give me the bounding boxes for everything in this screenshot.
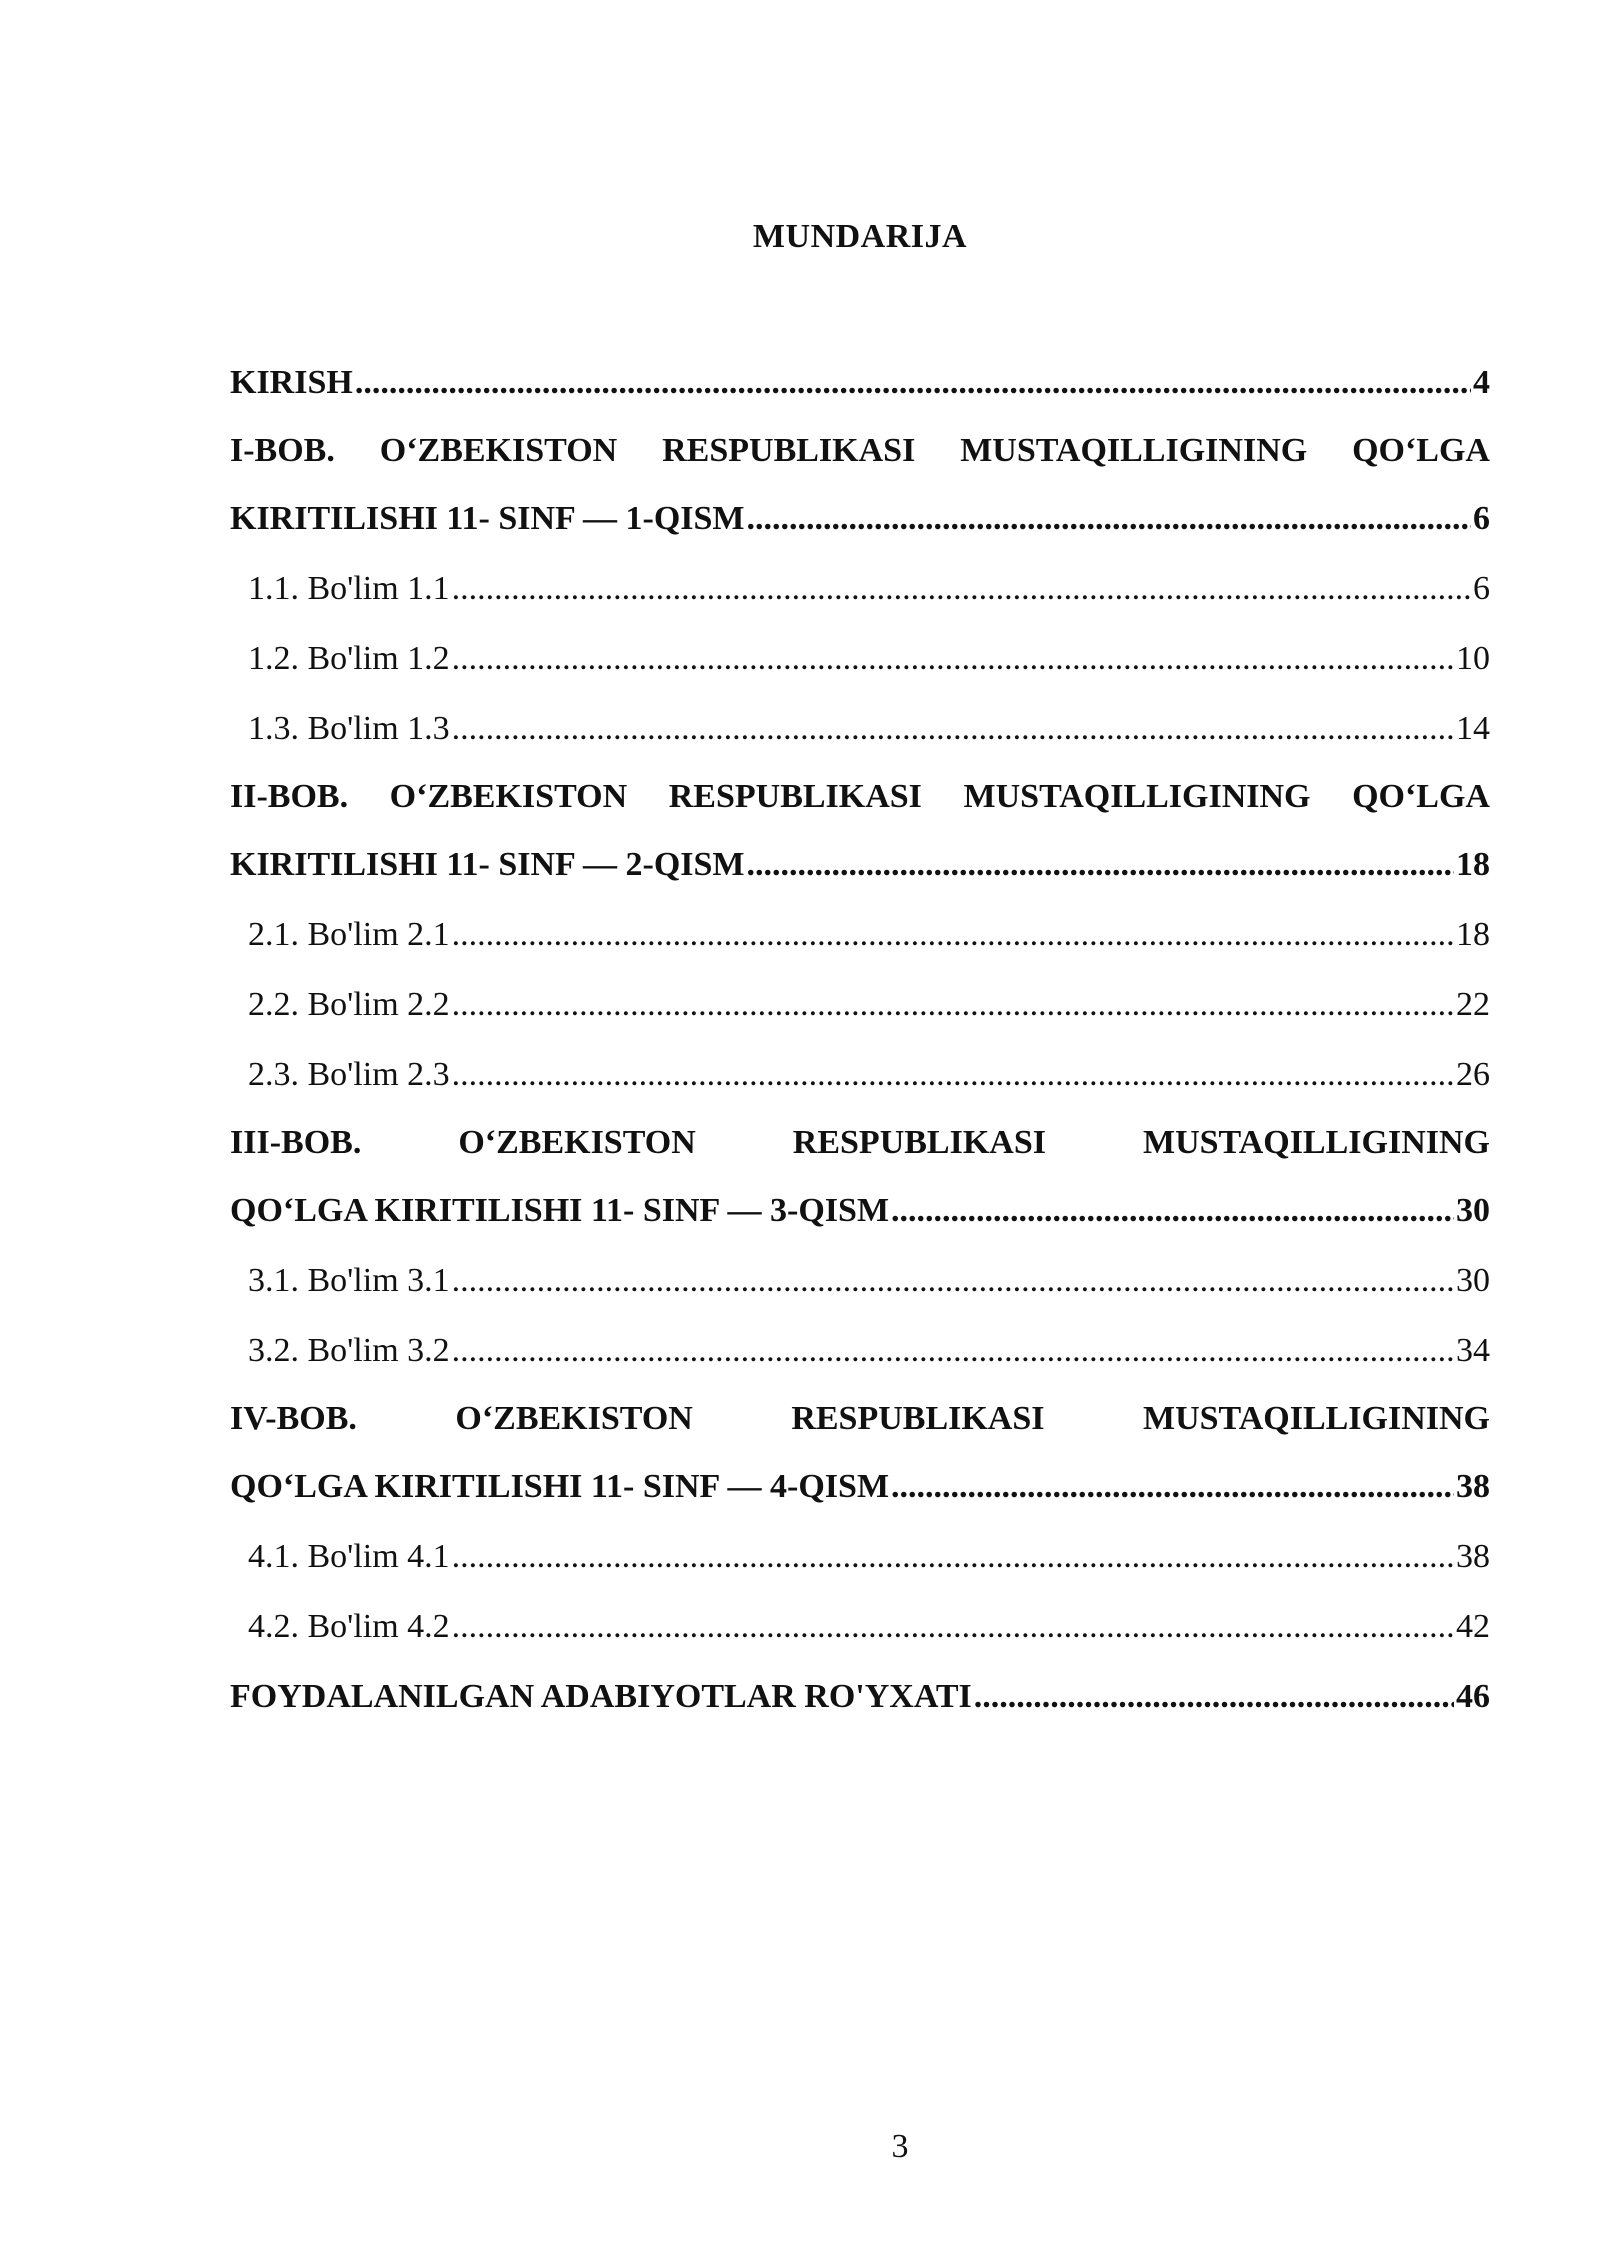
toc-entry-references[interactable] [230,1662,1490,1732]
toc-entry-label: 3.1. Bo'lim 3.1 [248,1262,450,1299]
toc-entry-chapter-2[interactable] [230,830,1490,900]
dot-leader [452,1522,1454,1592]
dot-leader [747,830,1454,900]
toc-entry-section-2-3[interactable] [230,1040,1490,1110]
toc-entry-chapter-3[interactable] [230,1176,1490,1246]
dot-leader [355,348,1471,418]
toc-chapter-title-line2: QO‘LGA KIRITILISHI 11- SINF — 4-QISM [230,1468,890,1505]
toc-chapter-title-line2: KIRITILISHI 11- SINF — 1-QISM [230,500,745,537]
heading-word: MUSTAQILLIGINING [1142,1124,1490,1161]
toc-page-number: 18 [1456,846,1490,883]
dot-leader [452,1316,1454,1386]
toc-chapter-3-heading[interactable] [230,1110,1490,1176]
toc-chapter-2-heading[interactable] [230,764,1490,830]
toc-chapter-title-line1: I-BOB. O‘ZBEKISTON RESPUBLIKASI MUSTAQILLIGINING QO‘LGA [230,432,1490,469]
heading-word: RESPUBLIKASI [792,1124,1046,1161]
toc-entry-section-2-1[interactable] [230,900,1490,970]
toc-entry-label: 1.3. Bo'lim 1.3 [248,710,450,747]
toc-entry-label: FOYDALANILGAN ADABIYOTLAR RO'YXATI [230,1678,972,1715]
toc-page-number: 34 [1456,1332,1490,1369]
toc-entry-label: 1.2. Bo'lim 1.2 [248,640,450,677]
toc-entry-section-1-1[interactable] [230,554,1490,624]
toc-entry-label: 2.1. Bo'lim 2.1 [248,916,450,953]
toc-page-number: 38 [1456,1468,1490,1505]
toc-entry-section-3-1[interactable] [230,1246,1490,1316]
heading-word: O‘ZBEKISTON [458,1124,696,1161]
toc-page-number: 14 [1456,710,1490,747]
toc-chapter-title-line2: KIRITILISHI 11- SINF — 2-QISM [230,846,745,883]
toc-chapter-1-heading[interactable] [230,418,1490,484]
dot-leader [452,694,1454,764]
toc-entry-label: 3.2. Bo'lim 3.2 [248,1332,450,1369]
dot-leader [974,1662,1454,1732]
toc-chapter-title-line2: QO‘LGA KIRITILISHI 11- SINF — 3-QISM [230,1192,890,1229]
heading-word: III-BOB. [230,1124,362,1161]
toc-entry-section-2-2[interactable] [230,970,1490,1040]
page-number: 3 [891,2128,909,2165]
dot-leader [452,554,1471,624]
table-of-contents [230,348,1490,1732]
toc-entry-chapter-4[interactable] [230,1452,1490,1522]
dot-leader [891,1176,1454,1246]
toc-page-number: 30 [1456,1262,1490,1299]
toc-entry-chapter-1[interactable] [230,484,1490,554]
page-title: MUNDARIJA [752,218,968,255]
toc-entry-label: 2.3. Bo'lim 2.3 [248,1056,450,1093]
dot-leader [891,1452,1454,1522]
toc-page-number: 46 [1456,1678,1490,1715]
heading-word: IV-BOB. [230,1400,357,1437]
toc-entry-section-4-2[interactable] [230,1592,1490,1662]
heading-word: RESPUBLIKASI [791,1400,1045,1437]
toc-page-number: 6 [1473,570,1490,607]
toc-page-number: 4 [1473,364,1490,401]
dot-leader [452,624,1454,694]
toc-entry-label: 2.2. Bo'lim 2.2 [248,986,450,1023]
toc-entry-section-4-1[interactable] [230,1522,1490,1592]
heading-word: O‘ZBEKISTON [455,1400,693,1437]
dot-leader [452,1040,1454,1110]
dot-leader [452,1592,1454,1662]
heading-word: MUSTAQILLIGINING [1143,1400,1490,1437]
toc-entry-label: 4.2. Bo'lim 4.2 [248,1608,450,1645]
toc-entry-label: KIRISH [230,364,353,401]
dot-leader [452,970,1454,1040]
toc-page-number: 10 [1456,640,1490,677]
toc-chapter-title-line1: II-BOB. O‘ZBEKISTON RESPUBLIKASI MUSTAQILLIGINING QO‘LGA [230,778,1490,815]
dot-leader [452,900,1454,970]
toc-entry-kirish[interactable] [230,348,1490,418]
toc-entry-section-1-3[interactable] [230,694,1490,764]
toc-chapter-4-heading[interactable] [230,1386,1490,1452]
toc-page-number: 42 [1456,1608,1490,1645]
toc-entry-section-3-2[interactable] [230,1316,1490,1386]
toc-page-number: 30 [1456,1192,1490,1229]
toc-entry-label: 1.1. Bo'lim 1.1 [248,570,450,607]
toc-entry-section-1-2[interactable] [230,624,1490,694]
toc-page-number: 38 [1456,1538,1490,1575]
toc-page-number: 26 [1456,1056,1490,1093]
toc-page-number: 6 [1473,500,1490,537]
dot-leader [747,484,1471,554]
toc-page-number: 18 [1456,916,1490,953]
toc-page-number: 22 [1456,986,1490,1023]
dot-leader [452,1246,1454,1316]
toc-entry-label: 4.1. Bo'lim 4.1 [248,1538,450,1575]
